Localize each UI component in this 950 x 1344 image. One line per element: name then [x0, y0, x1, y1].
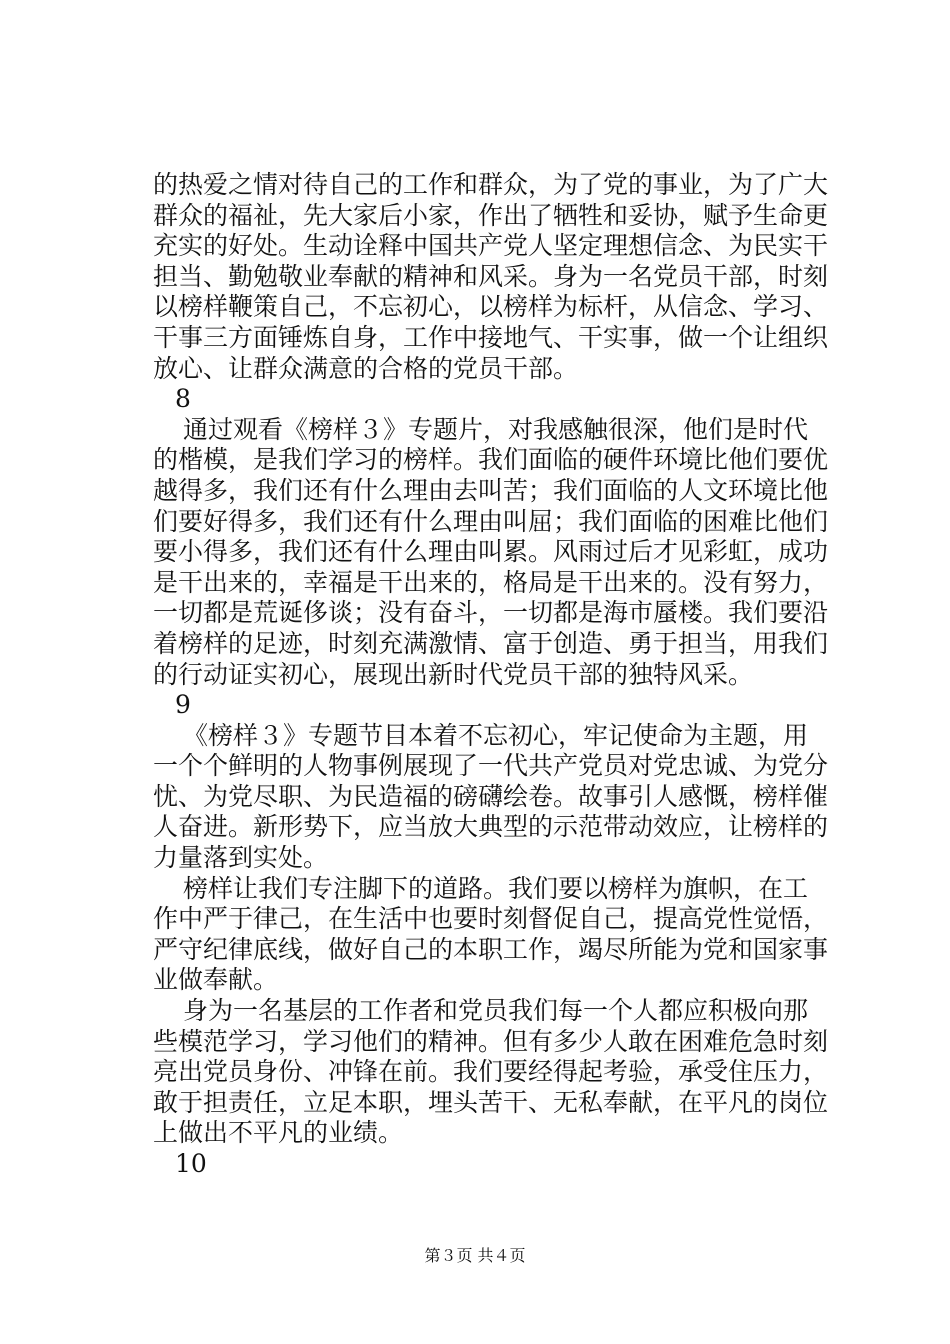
paragraph-line: 些模范学习，学习他们的精神。但有多少人敢在困难危急时刻: [153, 1026, 829, 1056]
paragraph-line: 的楷模，是我们学习的榜样。我们面临的硬件环境比他们要优: [153, 445, 829, 475]
paragraph-line: 力量落到实处。: [153, 843, 329, 873]
paragraph-line: 严守纪律底线，做好自己的本职工作，竭尽所能为党和国家事: [153, 934, 829, 964]
paragraph-line: 作中严于律己，在生活中也要时刻督促自己，提高党性觉悟，: [153, 904, 829, 934]
paragraph-line: 榜样让我们专注脚下的道路。我们要以榜样为旗帜，在工: [183, 873, 809, 903]
paragraph-line: 越得多，我们还有什么理由去叫苦；我们面临的人文环境比他: [153, 475, 829, 505]
paragraph-line: 敢于担责任，立足本职，埋头苦干、无私奉献，在平凡的岗位: [153, 1087, 829, 1117]
paragraph-line: 干事三方面锤炼自身，工作中接地气、干实事，做一个让组织: [153, 322, 829, 352]
paragraph-line: 担当、勤勉敬业奉献的精神和风采。身为一名党员干部，时刻: [153, 261, 829, 291]
section-number: 9: [175, 690, 191, 720]
paragraph-line: 是干出来的，幸福是干出来的，格局是干出来的。没有努力，: [153, 567, 829, 597]
page-footer: 第３页 共４页: [424, 1246, 526, 1265]
paragraph-line: 身为一名基层的工作者和党员我们每一个人都应积极向那: [183, 996, 809, 1026]
paragraph-line: 放心、让群众满意的合格的党员干部。: [153, 353, 579, 383]
paragraph-line: 上做出不平凡的业绩。: [153, 1118, 404, 1148]
section-number: 8: [175, 384, 191, 414]
paragraph-line: 亮出党员身份、冲锋在前。我们要经得起考验，承受住压力，: [153, 1057, 829, 1087]
document-body: [153, 170, 829, 1180]
paragraph-line: 的热爱之情对待自己的工作和群众，为了党的事业，为了广大: [153, 170, 829, 199]
paragraph-line: 业做奉献。: [153, 965, 279, 995]
paragraph-line: 一切都是荒诞侈谈；没有奋斗，一切都是海市蜃楼。我们要沿: [153, 598, 829, 628]
section-number: 10: [175, 1149, 207, 1178]
paragraph-line: 群众的福祉，先大家后小家，作出了牺牲和妥协，赋予生命更: [153, 200, 829, 230]
paragraph-line: 着榜样的足迹，时刻充满激情、富于创造、勇于担当，用我们: [153, 628, 829, 658]
paragraph-line: 人奋进。新形势下，应当放大典型的示范带动效应，让榜样的: [153, 812, 829, 842]
paragraph-line: 《榜样３》专题节目本着不忘初心，牢记使命为主题，用: [183, 720, 809, 750]
paragraph-line: 以榜样鞭策自己，不忘初心，以榜样为标杆，从信念、学习、: [153, 292, 829, 322]
paragraph-line: 们要好得多，我们还有什么理由叫屈；我们面临的困难比他们: [153, 506, 829, 536]
paragraph-line: 一个个鲜明的人物事例展现了一代共产党员对党忠诚、为党分: [153, 751, 829, 781]
paragraph-line: 要小得多，我们还有什么理由叫累。风雨过后才见彩虹，成功: [153, 537, 829, 567]
paragraph-line: 忧、为党尽职、为民造福的磅礴绘卷。故事引人感慨，榜样催: [153, 781, 829, 811]
paragraph-line: 通过观看《榜样３》专题片，对我感触很深，他们是时代: [183, 414, 809, 444]
paragraph-line: 的行动证实初心，展现出新时代党员干部的独特风采。: [153, 659, 754, 689]
paragraph-line: 充实的好处。生动诠释中国共产党人坚定理想信念、为民实干: [153, 231, 829, 261]
